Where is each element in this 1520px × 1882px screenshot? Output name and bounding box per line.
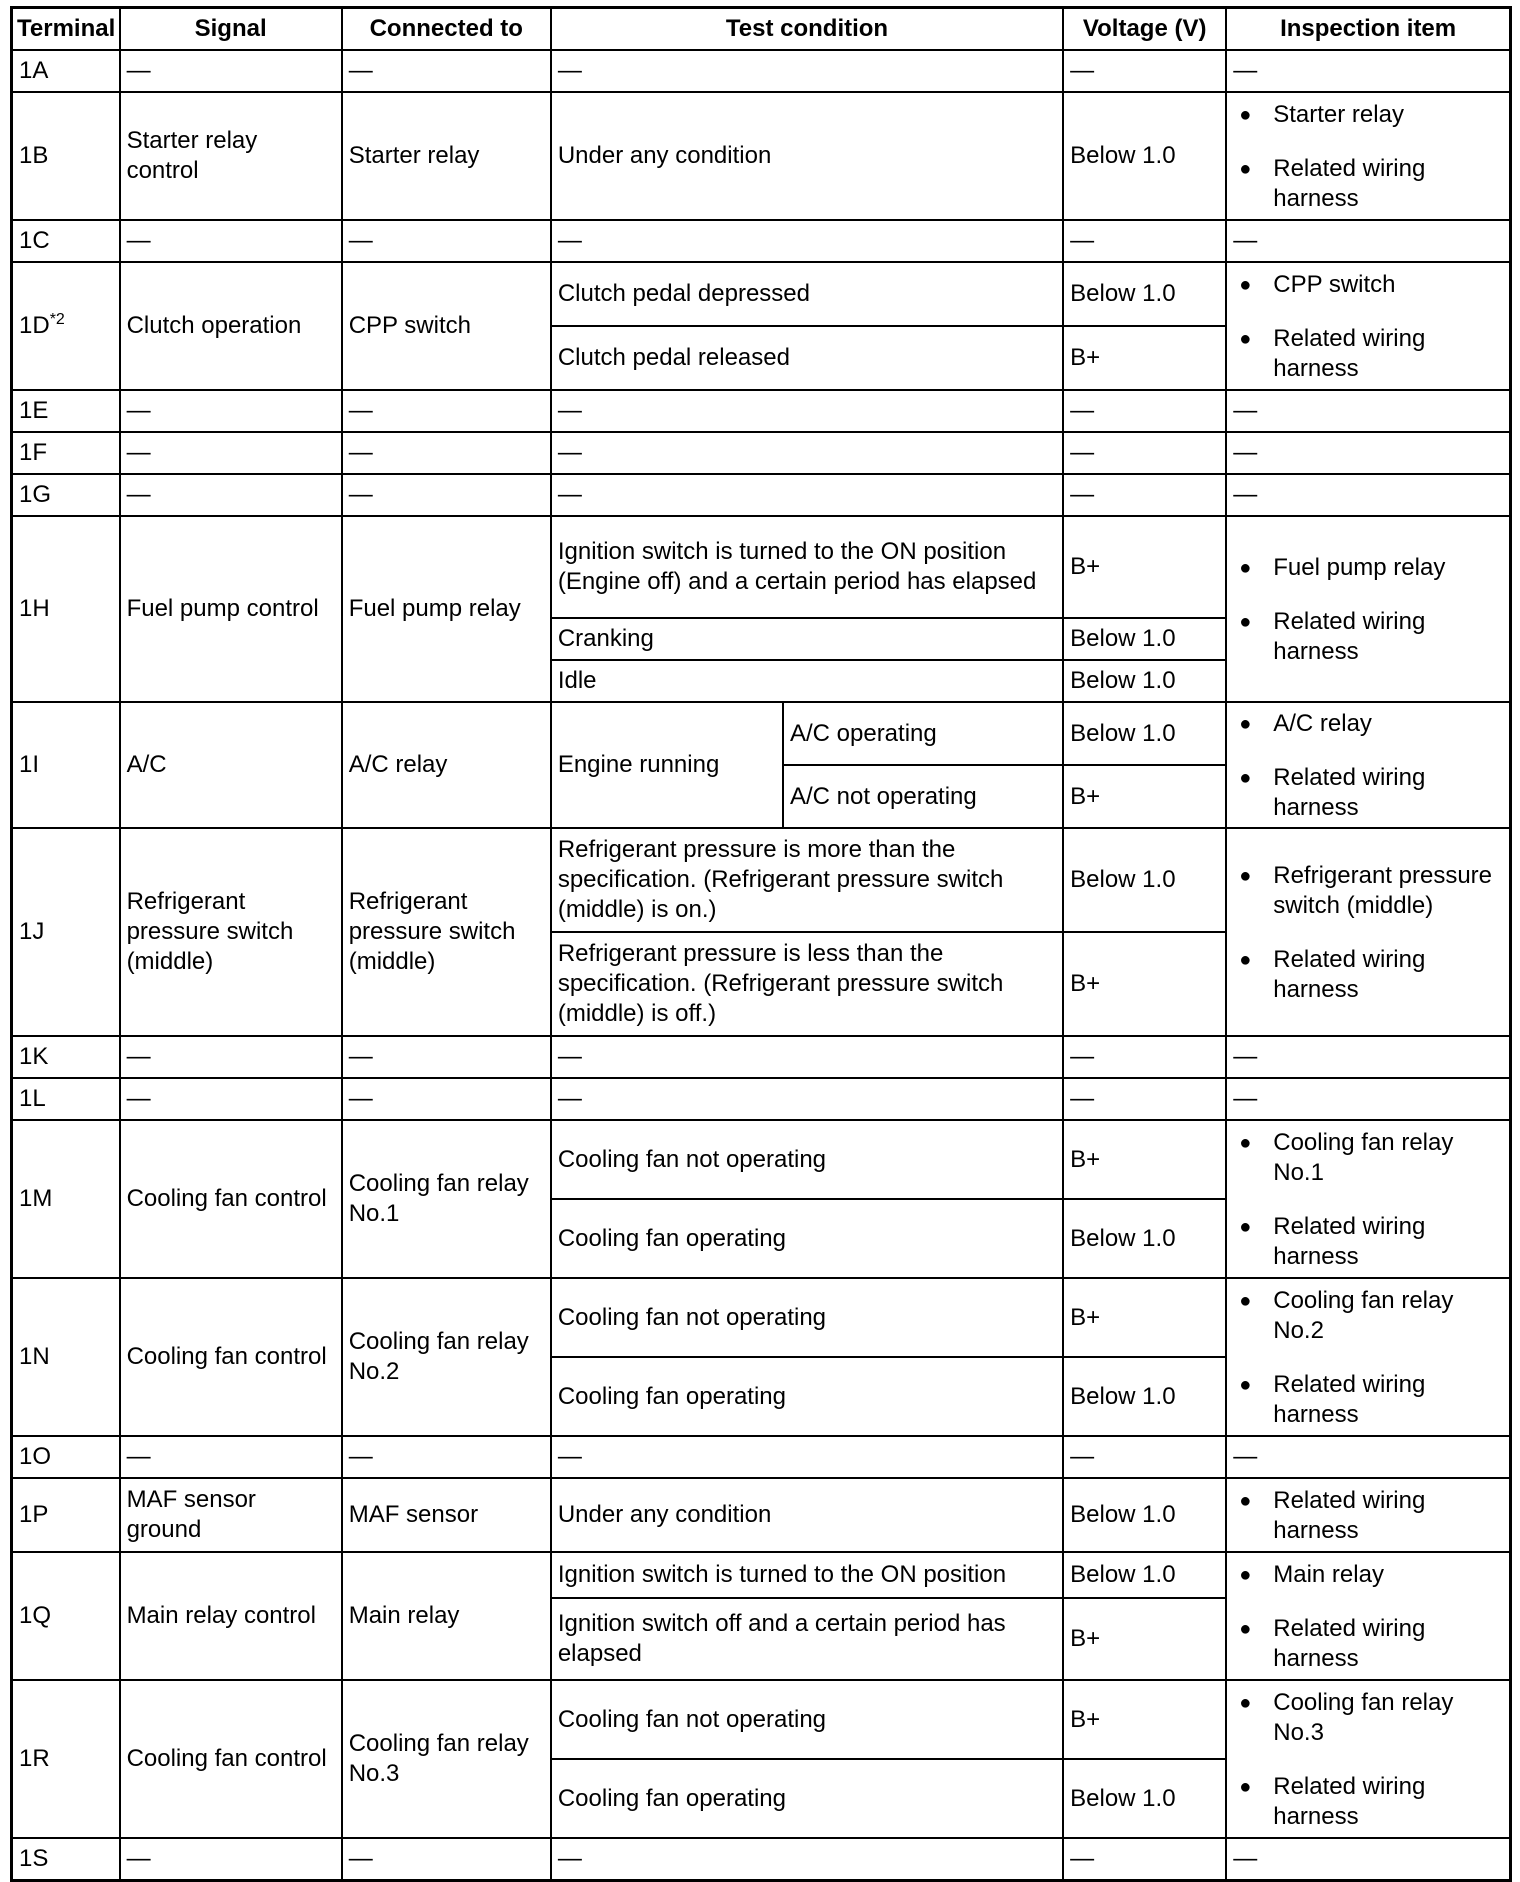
condition-cell: — xyxy=(551,474,1063,516)
inspection-cell: — xyxy=(1226,50,1510,92)
condition-cell: — xyxy=(551,390,1063,432)
terminal-cell: 1N xyxy=(12,1278,120,1436)
condition-cell: — xyxy=(551,1036,1063,1078)
voltage-cell: — xyxy=(1063,474,1226,516)
connected-cell: — xyxy=(342,220,551,262)
table-row xyxy=(12,1036,1511,1078)
inspection-item: ● Cooling fan relay No.3 xyxy=(1273,1688,1503,1748)
terminal-cell: 1G xyxy=(12,474,120,516)
inspection-cell: — xyxy=(1226,474,1510,516)
table-row xyxy=(12,516,1511,618)
inspection-cell: — xyxy=(1226,1838,1510,1880)
inspection-item: ● Main relay xyxy=(1273,1560,1503,1590)
terminal-cell: 1Q xyxy=(12,1552,120,1680)
voltage-cell: — xyxy=(1063,1436,1226,1478)
condition-cell: Cooling fan operating xyxy=(551,1357,1063,1436)
condition-cell: Refrigerant pressure is more than the specification. (Refrigerant pressure switch (middle) is on.) xyxy=(551,828,1063,932)
condition-cell: — xyxy=(551,1436,1063,1478)
inspection-item: ● A/C relay xyxy=(1273,709,1503,739)
voltage-cell: B+ xyxy=(1063,516,1226,618)
connected-cell: — xyxy=(342,432,551,474)
signal-cell: — xyxy=(120,1838,342,1880)
condition-cell: Cooling fan operating xyxy=(551,1759,1063,1838)
condition-cell: Ignition switch is turned to the ON position xyxy=(551,1552,1063,1598)
table-row xyxy=(12,474,1511,516)
condition-cell: Cranking xyxy=(551,618,1063,660)
signal-cell: Cooling fan control xyxy=(120,1278,342,1436)
condition-cell: A/C operating xyxy=(783,702,1063,765)
connected-cell: Refrigerant pressure switch (middle) xyxy=(342,828,551,1036)
voltage-cell: — xyxy=(1063,50,1226,92)
voltage-cell: Below 1.0 xyxy=(1063,1552,1226,1598)
terminal-cell: 1C xyxy=(12,220,120,262)
connected-cell: — xyxy=(342,1436,551,1478)
voltage-cell: B+ xyxy=(1063,1680,1226,1759)
terminal-cell xyxy=(12,262,120,390)
terminal-cell: 1F xyxy=(12,432,120,474)
connected-cell: — xyxy=(342,390,551,432)
voltage-cell: — xyxy=(1063,1036,1226,1078)
table-row xyxy=(12,1120,1511,1199)
inspection-cell: — xyxy=(1226,1436,1510,1478)
table-row xyxy=(12,702,1511,765)
table-row xyxy=(12,1838,1511,1880)
voltage-cell: Below 1.0 xyxy=(1063,1357,1226,1436)
table-row xyxy=(12,220,1511,262)
signal-cell: — xyxy=(120,1078,342,1120)
condition-cell: Under any condition xyxy=(551,1478,1063,1552)
inspection-item: ● Related wiring harness xyxy=(1273,154,1503,214)
terminal-cell: 1L xyxy=(12,1078,120,1120)
inspection-item: ● Cooling fan relay No.2 xyxy=(1273,1286,1503,1346)
voltage-cell: — xyxy=(1063,1838,1226,1880)
inspection-item: ● Cooling fan relay No.1 xyxy=(1273,1128,1503,1188)
terminal-footnote: *2 xyxy=(49,311,65,328)
voltage-cell: — xyxy=(1063,390,1226,432)
table-row xyxy=(12,262,1511,326)
table-row xyxy=(12,1552,1511,1598)
condition-cell: — xyxy=(551,432,1063,474)
signal-cell: Clutch operation xyxy=(120,262,342,390)
terminal-inspection-table xyxy=(10,6,1512,1882)
terminal-cell: 1R xyxy=(12,1680,120,1838)
condition-cell: Under any condition xyxy=(551,92,1063,220)
signal-cell: — xyxy=(120,220,342,262)
condition-cell: Ignition switch is turned to the ON position (Engine off) and a certain period has elapsed xyxy=(551,516,1063,618)
inspection-item: ● Refrigerant pressure switch (middle) xyxy=(1273,861,1503,921)
inspection-item: ● Starter relay xyxy=(1273,100,1503,130)
header-connected-to: Connected to xyxy=(342,8,551,51)
voltage-cell: Below 1.0 xyxy=(1063,1478,1226,1552)
terminal-cell: 1P xyxy=(12,1478,120,1552)
inspection-item: ● Related wiring harness xyxy=(1273,324,1503,384)
condition-cell: Refrigerant pressure is less than the specification. (Refrigerant pressure switch (middle) is off.) xyxy=(551,932,1063,1036)
voltage-cell: — xyxy=(1063,220,1226,262)
inspection-cell xyxy=(1226,1478,1510,1552)
voltage-cell: — xyxy=(1063,1078,1226,1120)
inspection-cell xyxy=(1226,1552,1510,1680)
inspection-cell xyxy=(1226,1680,1510,1838)
inspection-cell: — xyxy=(1226,1078,1510,1120)
signal-cell: A/C xyxy=(120,702,342,828)
voltage-cell: Below 1.0 xyxy=(1063,262,1226,326)
voltage-cell: Below 1.0 xyxy=(1063,828,1226,932)
condition-cell: Cooling fan operating xyxy=(551,1199,1063,1278)
table-row xyxy=(12,390,1511,432)
signal-cell: — xyxy=(120,432,342,474)
condition-cell: Clutch pedal released xyxy=(551,326,1063,390)
voltage-cell: B+ xyxy=(1063,932,1226,1036)
voltage-cell: B+ xyxy=(1063,1278,1226,1357)
inspection-item: ● CPP switch xyxy=(1273,270,1503,300)
inspection-cell xyxy=(1226,1278,1510,1436)
header-terminal: Terminal xyxy=(12,8,120,51)
connected-cell: CPP switch xyxy=(342,262,551,390)
voltage-cell: B+ xyxy=(1063,1598,1226,1680)
voltage-cell: Below 1.0 xyxy=(1063,702,1226,765)
connected-cell: Fuel pump relay xyxy=(342,516,551,702)
terminal-cell: 1O xyxy=(12,1436,120,1478)
condition-cell: — xyxy=(551,1838,1063,1880)
connected-cell: — xyxy=(342,1078,551,1120)
condition-cell: A/C not operating xyxy=(783,765,1063,828)
terminal-cell: 1B xyxy=(12,92,120,220)
header-row xyxy=(12,8,1511,51)
terminal-cell: 1J xyxy=(12,828,120,1036)
inspection-item: ● Related wiring harness xyxy=(1273,1486,1503,1546)
inspection-item: ● Related wiring harness xyxy=(1273,1772,1503,1832)
signal-cell: Starter relay control xyxy=(120,92,342,220)
connected-cell: Main relay xyxy=(342,1552,551,1680)
inspection-item: ● Fuel pump relay xyxy=(1273,553,1503,583)
condition-cell: Idle xyxy=(551,660,1063,702)
connected-cell: MAF sensor xyxy=(342,1478,551,1552)
header-voltage: Voltage (V) xyxy=(1063,8,1226,51)
voltage-cell: B+ xyxy=(1063,1120,1226,1199)
header-inspection-item: Inspection item xyxy=(1226,8,1510,51)
connected-cell: — xyxy=(342,50,551,92)
inspection-cell: — xyxy=(1226,220,1510,262)
inspection-cell: — xyxy=(1226,390,1510,432)
condition-cell: Ignition switch off and a certain period has elapsed xyxy=(551,1598,1063,1680)
voltage-cell: B+ xyxy=(1063,326,1226,390)
signal-cell: Cooling fan control xyxy=(120,1120,342,1278)
signal-cell: Fuel pump control xyxy=(120,516,342,702)
condition-cell: — xyxy=(551,1078,1063,1120)
inspection-cell: — xyxy=(1226,1036,1510,1078)
inspection-item: ● Related wiring harness xyxy=(1273,1614,1503,1674)
condition-cell: Clutch pedal depressed xyxy=(551,262,1063,326)
table-row xyxy=(12,828,1511,932)
voltage-cell: B+ xyxy=(1063,765,1226,828)
connected-cell: — xyxy=(342,474,551,516)
voltage-cell: Below 1.0 xyxy=(1063,92,1226,220)
voltage-cell: Below 1.0 xyxy=(1063,618,1226,660)
signal-cell: — xyxy=(120,390,342,432)
condition-cell: Cooling fan not operating xyxy=(551,1680,1063,1759)
terminal-cell: 1K xyxy=(12,1036,120,1078)
signal-cell: Cooling fan control xyxy=(120,1680,342,1838)
terminal-cell: 1E xyxy=(12,390,120,432)
table-row xyxy=(12,1680,1511,1759)
signal-cell: — xyxy=(120,1436,342,1478)
table-row xyxy=(12,1078,1511,1120)
inspection-cell xyxy=(1226,1120,1510,1278)
table-row xyxy=(12,1478,1511,1552)
header-signal: Signal xyxy=(120,8,342,51)
inspection-item: ● Related wiring harness xyxy=(1273,607,1503,667)
inspection-item: ● Related wiring harness xyxy=(1273,1370,1503,1430)
voltage-cell: Below 1.0 xyxy=(1063,1759,1226,1838)
terminal-cell: 1I xyxy=(12,702,120,828)
table-row xyxy=(12,1278,1511,1357)
signal-cell: Refrigerant pressure switch (middle) xyxy=(120,828,342,1036)
condition-cell: — xyxy=(551,50,1063,92)
inspection-item: ● Related wiring harness xyxy=(1273,945,1503,1005)
condition-cell: Cooling fan not operating xyxy=(551,1120,1063,1199)
table-row xyxy=(12,50,1511,92)
table-row xyxy=(12,1436,1511,1478)
inspection-cell xyxy=(1226,516,1510,702)
signal-cell: — xyxy=(120,474,342,516)
condition-cell: — xyxy=(551,220,1063,262)
voltage-cell: Below 1.0 xyxy=(1063,660,1226,702)
table-row xyxy=(12,432,1511,474)
table-row xyxy=(12,92,1511,220)
terminal-label: 1D xyxy=(19,312,50,339)
inspection-item: ● Related wiring harness xyxy=(1273,1212,1503,1272)
inspection-cell xyxy=(1226,92,1510,220)
inspection-cell xyxy=(1226,828,1510,1036)
inspection-cell xyxy=(1226,262,1510,390)
inspection-cell: — xyxy=(1226,432,1510,474)
condition-main-cell: Engine running xyxy=(551,702,783,828)
connected-cell: A/C relay xyxy=(342,702,551,828)
terminal-cell: 1A xyxy=(12,50,120,92)
terminal-cell: 1H xyxy=(12,516,120,702)
signal-cell: — xyxy=(120,1036,342,1078)
inspection-item: ● Related wiring harness xyxy=(1273,763,1503,823)
connected-cell: — xyxy=(342,1838,551,1880)
signal-cell: — xyxy=(120,50,342,92)
condition-cell: Cooling fan not operating xyxy=(551,1278,1063,1357)
voltage-cell: — xyxy=(1063,432,1226,474)
header-test-condition: Test condition xyxy=(551,8,1063,51)
connected-cell: Cooling fan relay No.2 xyxy=(342,1278,551,1436)
connected-cell: Cooling fan relay No.3 xyxy=(342,1680,551,1838)
signal-cell: Main relay control xyxy=(120,1552,342,1680)
terminal-cell: 1M xyxy=(12,1120,120,1278)
connected-cell: Starter relay xyxy=(342,92,551,220)
voltage-cell: Below 1.0 xyxy=(1063,1199,1226,1278)
terminal-cell: 1S xyxy=(12,1838,120,1880)
connected-cell: Cooling fan relay No.1 xyxy=(342,1120,551,1278)
signal-cell: MAF sensor ground xyxy=(120,1478,342,1552)
connected-cell: — xyxy=(342,1036,551,1078)
inspection-cell xyxy=(1226,702,1510,828)
